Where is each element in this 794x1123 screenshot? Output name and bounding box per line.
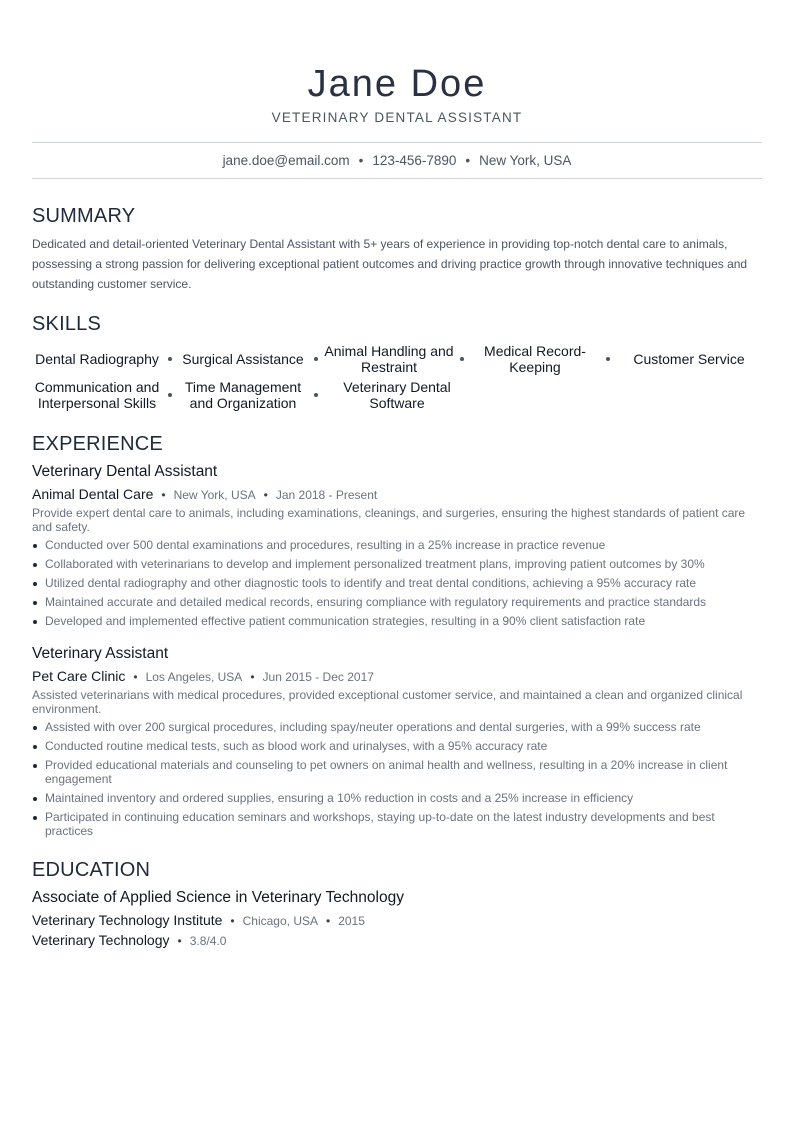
skill-item: Surgical Assistance [182,351,304,367]
skill-separator [606,357,610,361]
list-item: Assisted with over 200 surgical procedures, including spay/neuter operations and dental surgeries, with a 99% success rate [32,720,762,734]
job-meta [32,485,377,504]
job-dates: Jun 2015 - Dec 2017 [262,670,374,684]
skill-item: Medical Record-Keeping [484,343,586,375]
institution-name: Veterinary Technology Institute [32,912,223,928]
email[interactable]: jane.doe@email.com [222,153,350,168]
job-description: Provide expert dental care to animals, including examinations, cleanings, and surgeries, ensuring the highest standards of patient care and safety. [32,506,746,534]
list-item: Maintained inventory and ordered supplies, ensuring a 10% reduction in costs and a 25% increase in efficiency [32,791,762,805]
job-location: New York, USA [173,488,256,502]
skill-item: Customer Service [633,351,745,367]
skill-separator [314,393,318,397]
skill-separator [168,393,172,397]
company-name: Pet Care Clinic [32,668,126,684]
education-heading: EDUCATION [32,859,151,881]
job-position: Veterinary Assistant [32,645,169,662]
list-item: Utilized dental radiography and other diagnostic tools to identify and treat dental conditions, achieving a 95% accuracy rate [32,576,762,590]
contact-separator: • [358,153,364,168]
job-meta [32,667,374,686]
list-item: Collaborated with veterinarians to develop and implement personalized treatment plans, improving patient outcomes by 30% [32,557,762,571]
meta-separator: • [250,670,255,684]
skill-item: Communication and Interpersonal Skills [34,379,160,411]
summary-text: Dedicated and detail-oriented Veterinary Dental Assistant with 5+ years of experience in providing top-notch dental care to animals, possessing a strong passion for delivering exceptional patient outcomes and driving practice growth through innovative techniques and outstanding customer service. [32,237,748,291]
experience-heading: EXPERIENCE [32,433,163,455]
phone[interactable]: 123-456-7890 [372,153,457,168]
contact-line [32,152,762,170]
job-position: Veterinary Dental Assistant [32,463,218,480]
field-of-study: Veterinary Technology [32,932,170,948]
list-item: Participated in continuing education seminars and workshops, staying up-to-date on the latest industry developments and best practices [32,810,762,838]
skill-item: Dental Radiography [35,351,159,367]
skills-heading: SKILLS [32,313,102,335]
header-divider-top [32,142,762,143]
skill-separator [460,357,464,361]
gpa: 3.8/4.0 [189,934,227,948]
meta-separator: • [177,934,182,948]
list-item: Conducted over 500 dental examinations and procedures, resulting in a 25% increase in practice revenue [32,538,762,552]
job-description: Assisted veterinarians with medical procedures, provided exceptional customer service, and maintained a clean and organized clinical environment. [32,688,743,716]
degree-name: Associate of Applied Science in Veterinary Technology [32,889,404,906]
location: New York, USA [479,153,572,168]
job-location: Los Angeles, USA [145,670,243,684]
job-achievements [32,720,762,843]
header-divider-bottom [32,178,762,179]
job-title-header: VETERINARY DENTAL ASSISTANT [271,110,523,125]
meta-separator: • [326,914,331,928]
summary-heading: SUMMARY [32,205,136,227]
skill-item: Animal Handling and Restraint [324,343,454,375]
education-field-meta [32,931,226,950]
education-meta [32,911,365,930]
list-item: Provided educational materials and counseling to pet owners on animal health and wellness, resulting in a 20% increase in client engagement [32,758,762,786]
skill-separator [168,357,172,361]
list-item: Conducted routine medical tests, such as blood work and urinalyses, with a 95% accuracy rate [32,739,762,753]
candidate-name: Jane Doe [307,63,487,105]
skill-item: Veterinary Dental Software [343,379,451,411]
company-name: Animal Dental Care [32,486,154,502]
meta-separator: • [230,914,235,928]
skill-separator [314,357,318,361]
institution-location: Chicago, USA [242,914,318,928]
job-dates: Jan 2018 - Present [275,488,378,502]
skill-item: Time Management and Organization [184,379,302,411]
list-item: Developed and implemented effective patient communication strategies, resulting in a 90% client satisfaction rate [32,614,762,628]
contact-separator: • [465,153,471,168]
meta-separator: • [263,488,268,502]
graduation-year: 2015 [338,914,365,928]
meta-separator: • [133,670,138,684]
job-achievements [32,538,762,633]
list-item: Maintained accurate and detailed medical records, ensuring compliance with regulatory requirements and practice standards [32,595,762,609]
meta-separator: • [161,488,166,502]
